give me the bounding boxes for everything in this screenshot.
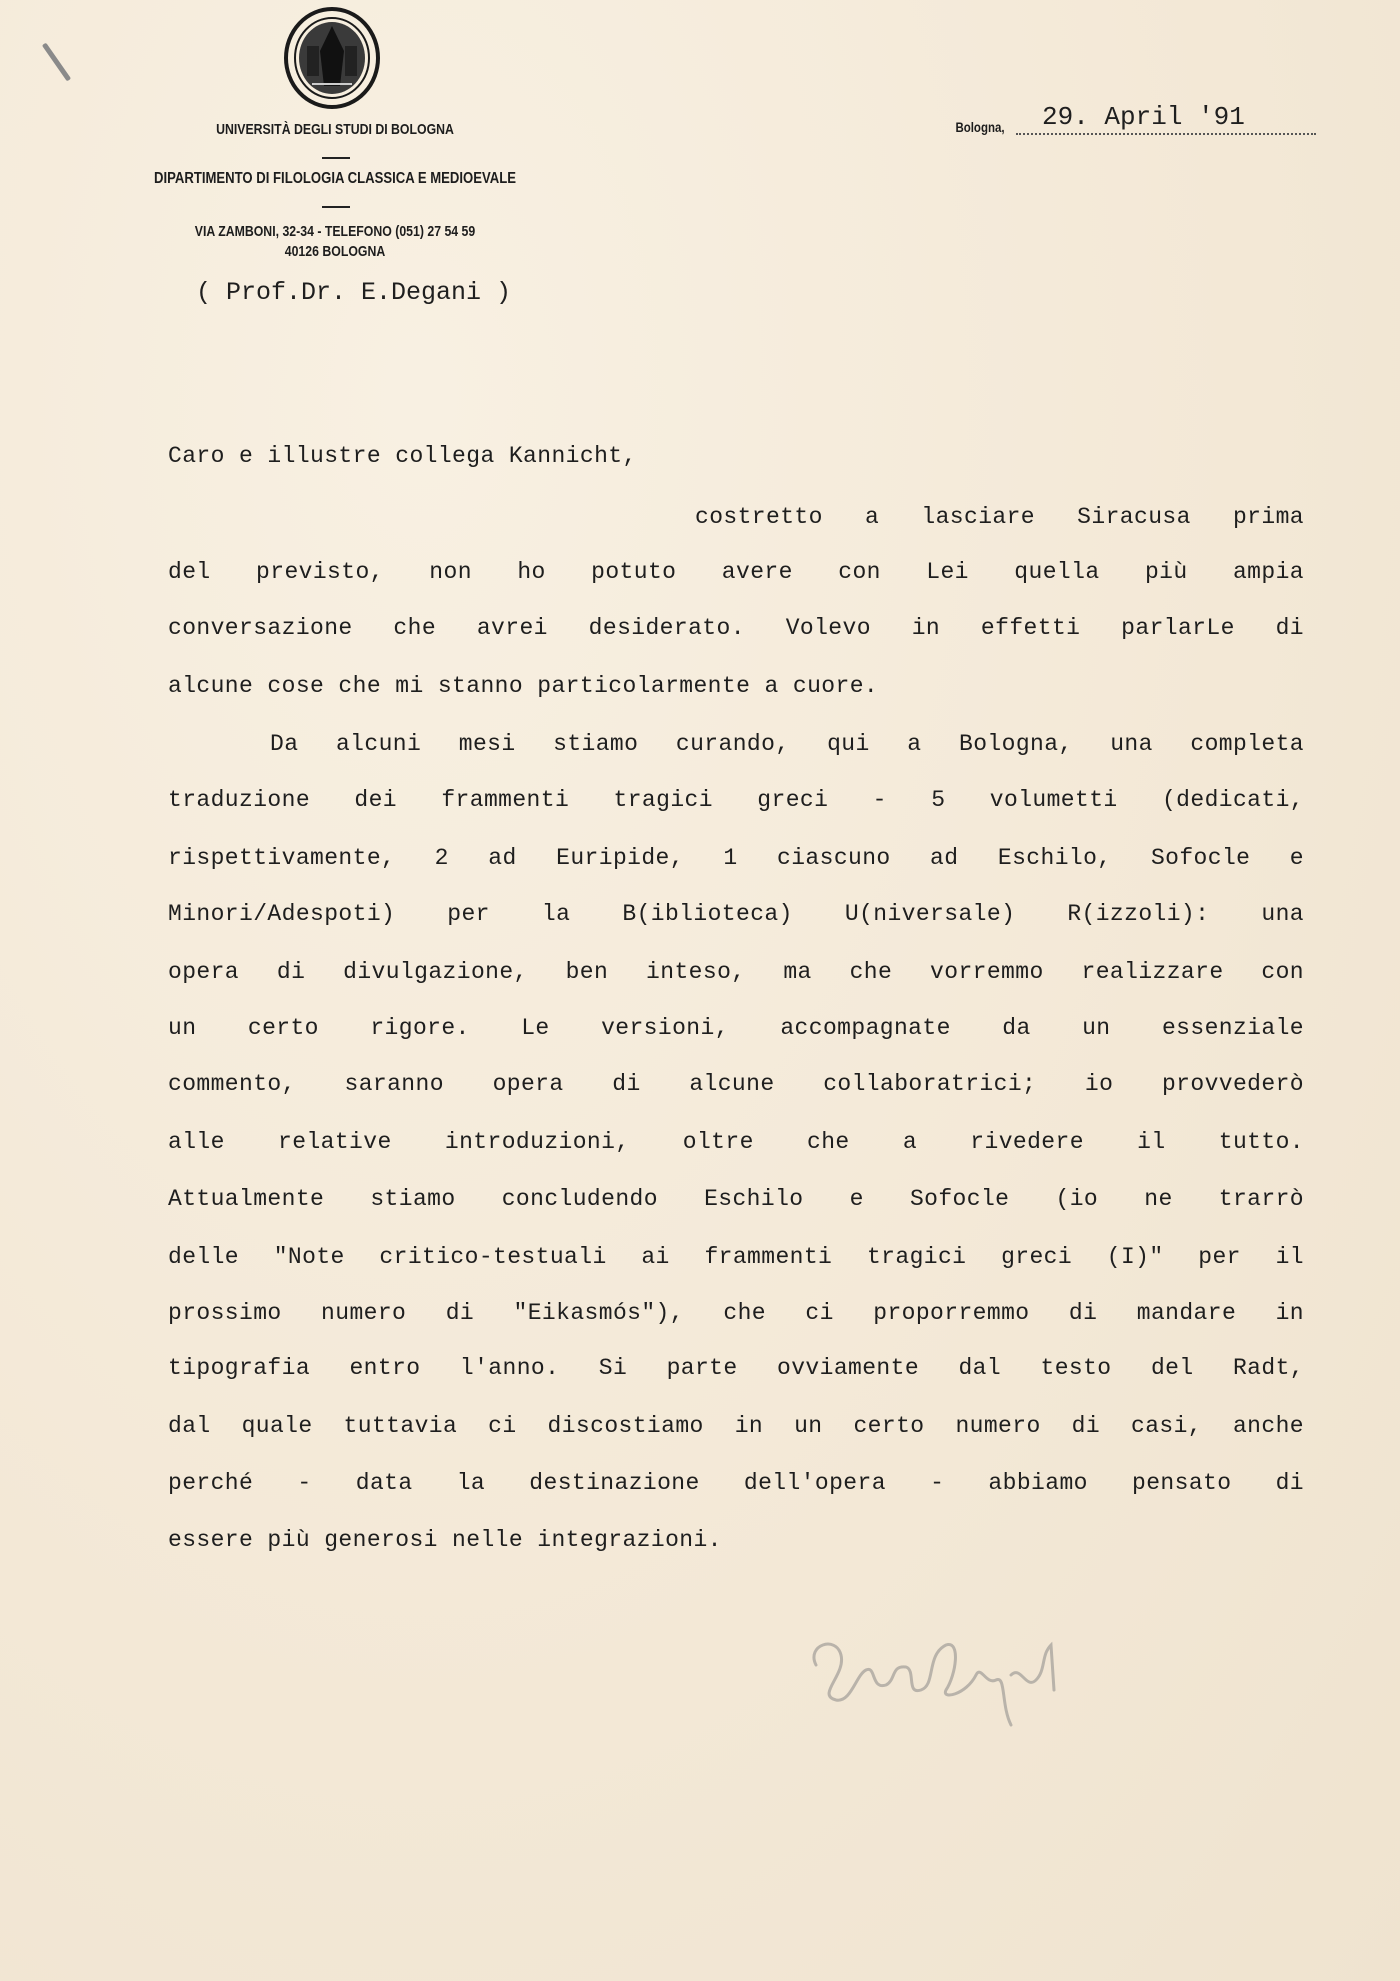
body-line: opera di divulgazione, ben inteso, ma che vorremmo realizzare con bbox=[168, 959, 1304, 985]
body-line: alcune cose che mi stanno particolarmente a cuore. bbox=[168, 673, 879, 699]
body-line: un certo rigore. Le versioni, accompagnate da un essenziale bbox=[168, 1015, 1304, 1041]
body-line: alle relative introduzioni, oltre che a rivedere il tutto. bbox=[168, 1129, 1304, 1155]
body-line: conversazione che avrei desiderato. Volevo in effetti parlarLe di bbox=[168, 615, 1304, 641]
body-line: Minori/Adespoti) per la B(iblioteca) U(niversale) R(izzoli): una bbox=[168, 901, 1304, 927]
address-line-1: VIA ZAMBONI, 32-34 - TELEFONO (051) 27 54 59 bbox=[194, 223, 476, 240]
body-line: rispettivamente, 2 ad Euripide, 1 ciascuno ad Eschilo, Sofocle e bbox=[168, 845, 1304, 871]
staple-mark bbox=[42, 43, 71, 82]
date-place-label: Bologna, bbox=[955, 119, 1005, 135]
body-line: Da alcuni mesi stiamo curando, qui a Bologna, una completa bbox=[270, 731, 1304, 757]
body-line: dal quale tuttavia ci discostiamo in un certo numero di casi, anche bbox=[168, 1413, 1304, 1439]
body-line: essere più generosi nelle integrazioni. bbox=[168, 1527, 722, 1553]
department-name: DIPARTIMENTO DI FILOLOGIA CLASSICA E MEDIOEVALE bbox=[153, 170, 517, 187]
divider bbox=[322, 206, 350, 208]
university-seal-logo bbox=[282, 6, 382, 110]
body-line: tipografia entro l'anno. Si parte ovviamente dal testo del Radt, bbox=[168, 1355, 1304, 1381]
body-line: del previsto, non ho potuto avere con Lei quella più ampia bbox=[168, 559, 1304, 585]
address-line-2: 40126 BOLOGNA bbox=[284, 243, 386, 260]
salutation: Caro e illustre collega Kannicht, bbox=[168, 443, 637, 469]
divider bbox=[322, 157, 350, 159]
body-line: costretto a lasciare Siracusa prima bbox=[695, 504, 1304, 530]
body-line: prossimo numero di "Eikasmós"), che ci proporremmo di mandare in bbox=[168, 1300, 1304, 1326]
sender-name: ( Prof.Dr. E.Degani ) bbox=[196, 278, 512, 307]
university-name: UNIVERSITÀ DEGLI STUDI DI BOLOGNA bbox=[216, 121, 454, 138]
body-line: perché - data la destinazione dell'opera - abbiamo pensato di bbox=[168, 1470, 1304, 1496]
date-dotted-line bbox=[1016, 133, 1316, 135]
body-line: traduzione dei frammenti tragici greci - 5 volumetti (dedicati, bbox=[168, 787, 1304, 813]
signature bbox=[796, 1615, 1086, 1745]
body-line: delle "Note critico-testuali ai frammenti tragici greci (I)" per il bbox=[168, 1244, 1304, 1270]
body-line: commento, saranno opera di alcune collaboratrici; io provvederò bbox=[168, 1071, 1304, 1097]
letter-date: 29. April '91 bbox=[1042, 102, 1245, 132]
body-line: Attualmente stiamo concludendo Eschilo e Sofocle (io ne trarrò bbox=[168, 1186, 1304, 1212]
